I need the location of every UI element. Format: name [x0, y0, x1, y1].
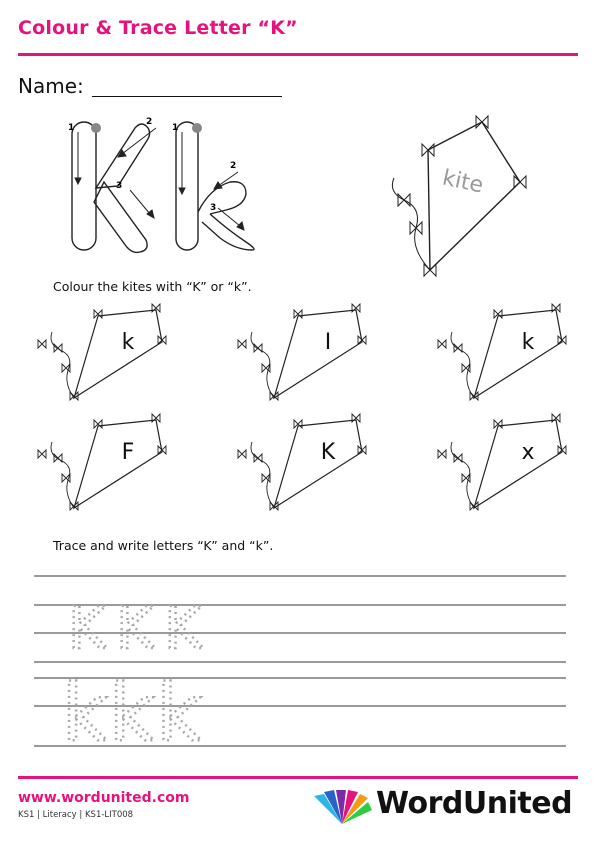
kite-letter: k	[521, 330, 535, 355]
trace-instruction: Trace and write letters “K” and “k”.	[53, 538, 274, 553]
kite-letter: k	[121, 330, 135, 355]
brand-name: WordUnited	[376, 786, 573, 821]
kite[interactable]	[430, 300, 580, 410]
example-kite	[360, 108, 540, 288]
kite-outline	[230, 300, 380, 410]
stroke-number: 2	[146, 117, 153, 127]
kite-outline	[230, 410, 380, 520]
stroke-number: 2	[230, 161, 237, 171]
wordunited-logo-icon	[310, 788, 374, 828]
footer-url[interactable]: www.wordunited.com	[18, 790, 190, 806]
kite-outline	[30, 410, 180, 520]
kite[interactable]	[30, 300, 180, 410]
kite-letter: I	[324, 330, 332, 355]
kite[interactable]	[30, 410, 180, 520]
colour-instruction: Colour the kites with “K” or “k”.	[53, 279, 252, 294]
letter-stroke-guide	[60, 110, 280, 260]
kite-outline	[430, 300, 580, 410]
page-title: Colour & Trace Letter “K”	[18, 17, 298, 39]
name-field[interactable]	[92, 96, 282, 97]
capital-k-stem-outline	[72, 122, 96, 250]
handwriting-lines	[34, 566, 566, 756]
lower-k-leg-outline	[202, 214, 254, 250]
stroke-number: 1	[172, 123, 179, 133]
capital-k-leg-outline	[94, 182, 147, 252]
kite-outline	[30, 300, 180, 410]
footer-code: KS1 | Literacy | KS1-LIT008	[18, 810, 134, 820]
handwriting-practice-area[interactable]	[34, 566, 566, 756]
trace-row-lowercase-k: kkk	[62, 669, 204, 756]
kite[interactable]	[230, 300, 380, 410]
kite-letter: F	[121, 440, 135, 465]
name-label: Name:	[18, 74, 84, 98]
header-divider	[18, 53, 578, 56]
stroke-number: 1	[68, 123, 75, 133]
kite-letter: K	[320, 440, 336, 465]
lower-k-bowl-outline	[198, 182, 246, 214]
kite-letter: x	[521, 440, 535, 465]
lower-k-stem-outline	[176, 122, 198, 250]
lower-k-start-dot	[192, 123, 202, 133]
stroke-number: 3	[210, 203, 217, 213]
footer-divider	[18, 776, 578, 779]
trace-row-capital-k: KKK	[68, 594, 213, 662]
kite-outline	[430, 410, 580, 520]
example-kite-word: kite	[440, 165, 486, 199]
kite[interactable]	[430, 410, 580, 520]
kite[interactable]	[230, 410, 380, 520]
stroke-number: 3	[116, 181, 123, 191]
capital-k-start-dot	[91, 123, 101, 133]
